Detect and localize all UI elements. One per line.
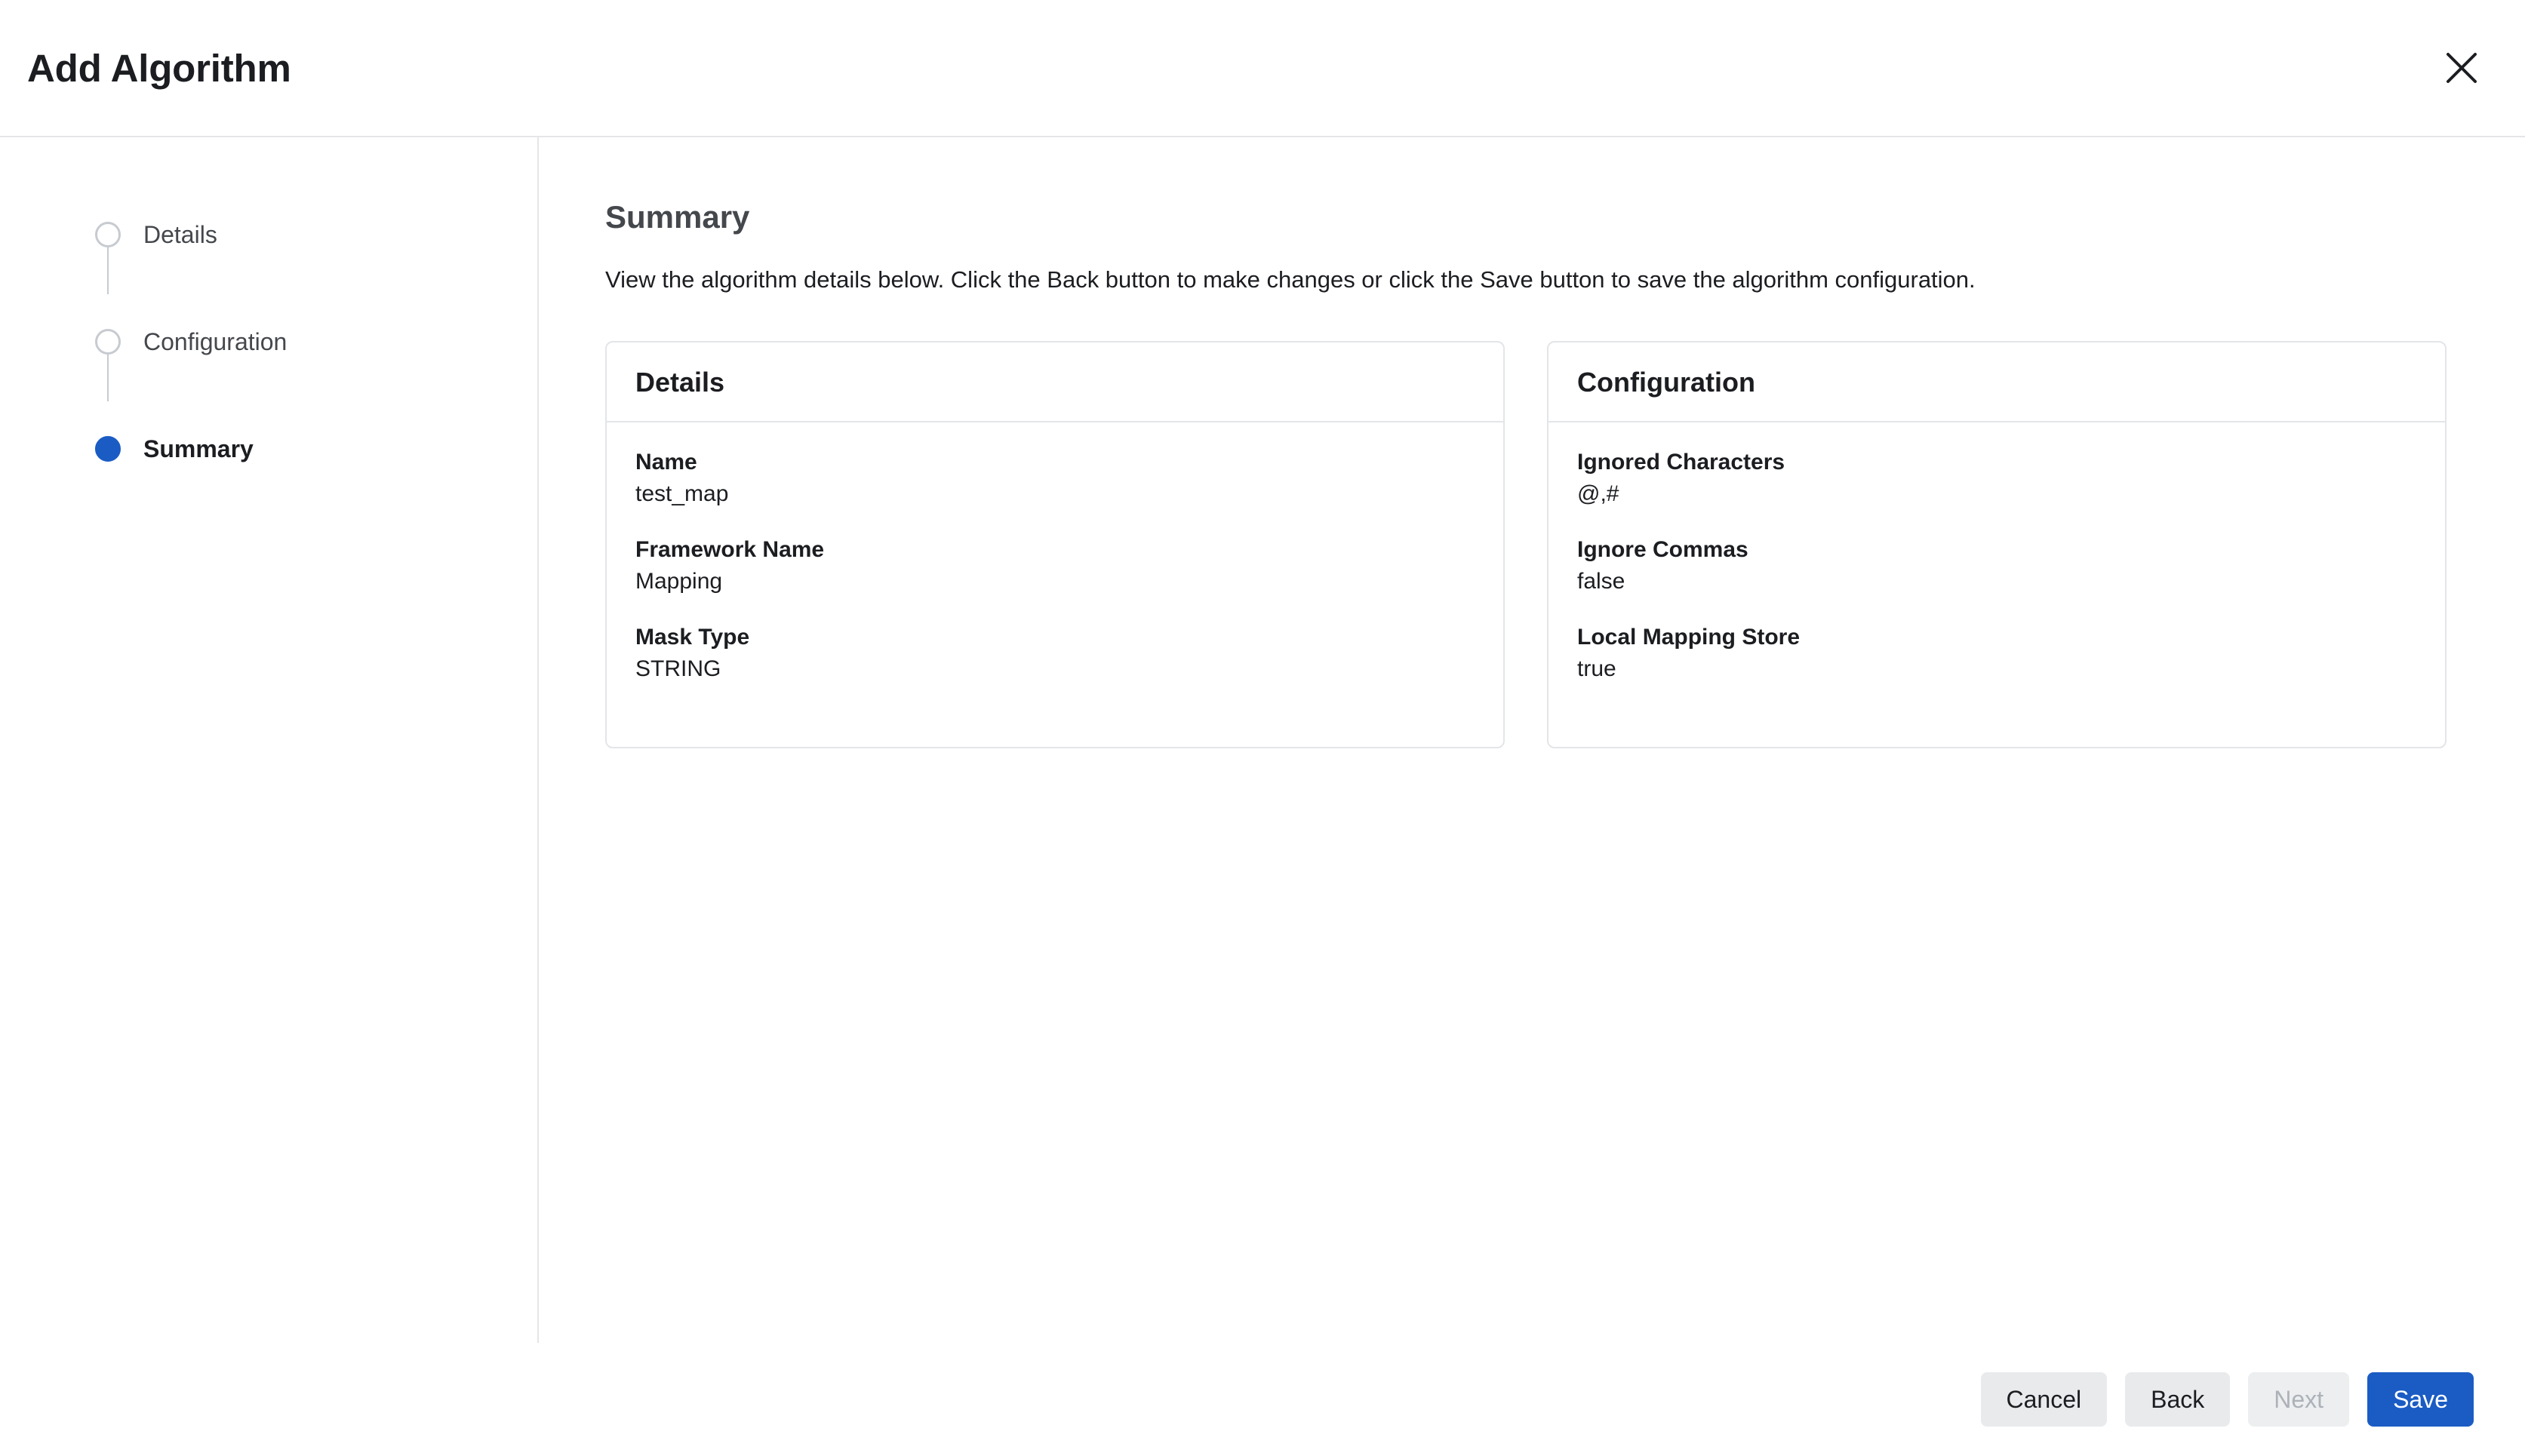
field-ignore-commas xyxy=(1577,537,2416,594)
card-title: Configuration xyxy=(1549,342,2445,422)
section-description: View the algorithm details below. Click the Back button to make changes or click the Save button to save the algorithm configuration. xyxy=(605,266,1976,293)
stepper-item-label: Details xyxy=(143,220,217,248)
field-name xyxy=(635,450,1475,507)
field-value: test_map xyxy=(635,481,729,506)
page-title: Add Algorithm xyxy=(27,46,291,90)
field-label: Ignore Commas xyxy=(1577,536,1748,562)
stepper-item-summary[interactable] xyxy=(95,424,537,474)
wizard-stepper xyxy=(0,137,539,1343)
step-marker-icon xyxy=(95,436,121,462)
section-title: Summary xyxy=(605,199,750,235)
stepper-item-details[interactable] xyxy=(95,210,537,260)
field-label: Ignored Characters xyxy=(1577,449,1785,475)
summary-content xyxy=(539,137,2525,1343)
card-body xyxy=(1549,422,2445,712)
configuration-card xyxy=(1547,341,2447,748)
step-marker-icon xyxy=(95,222,121,247)
field-label: Local Mapping Store xyxy=(1577,624,1801,650)
card-title: Details xyxy=(607,342,1503,422)
field-value: STRING xyxy=(635,656,721,681)
summary-cards xyxy=(605,341,2447,748)
field-ignored-characters xyxy=(1577,450,2416,507)
field-label: Mask Type xyxy=(635,624,750,650)
details-card xyxy=(605,341,1505,748)
close-icon xyxy=(2444,51,2479,85)
card-body xyxy=(607,422,1503,712)
step-marker-icon xyxy=(95,329,121,355)
close-button[interactable] xyxy=(2434,41,2489,95)
field-value: false xyxy=(1577,568,1625,594)
save-button[interactable]: Save xyxy=(2367,1372,2474,1427)
stepper-item-label: Summary xyxy=(143,435,254,462)
field-value: true xyxy=(1577,656,1616,681)
field-mask-type xyxy=(635,625,1475,682)
modal-body xyxy=(0,137,2525,1343)
field-framework-name xyxy=(635,537,1475,594)
back-button[interactable]: Back xyxy=(2125,1372,2230,1427)
cancel-button[interactable]: Cancel xyxy=(1981,1372,2108,1427)
modal-header xyxy=(0,0,2525,137)
modal-footer xyxy=(0,1343,2525,1456)
stepper-item-configuration[interactable] xyxy=(95,317,537,367)
next-button: Next xyxy=(2248,1372,2349,1427)
stepper-item-label: Configuration xyxy=(143,327,288,355)
field-value: Mapping xyxy=(635,568,723,594)
field-local-mapping-store xyxy=(1577,625,2416,682)
field-value: @,# xyxy=(1577,481,1619,506)
field-label: Name xyxy=(635,449,697,475)
field-label: Framework Name xyxy=(635,536,825,562)
